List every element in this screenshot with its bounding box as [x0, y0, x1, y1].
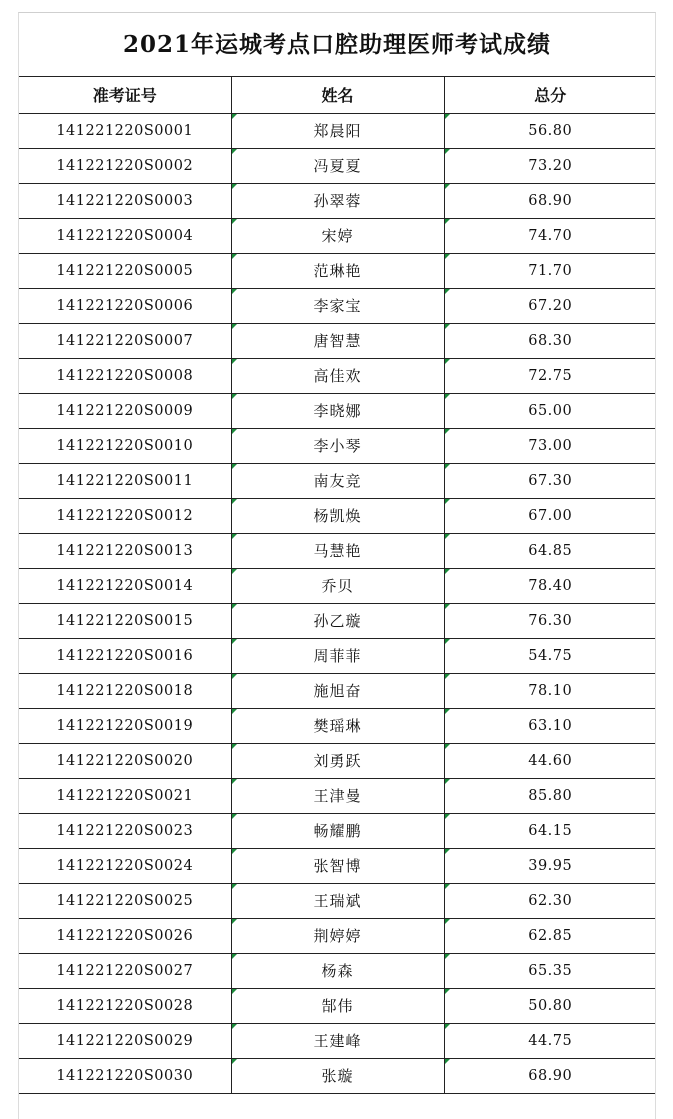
score-cell: 68.90: [444, 183, 656, 218]
score-cell: 39.95: [444, 848, 656, 883]
exam-id-cell: 141221220S0002: [19, 148, 231, 183]
score-cell: 50.80: [444, 988, 656, 1023]
exam-id-cell: 141221220S0028: [19, 988, 231, 1023]
name-cell: 张智博: [231, 848, 444, 883]
name-cell: 孙翠蓉: [231, 183, 444, 218]
name-cell: 施旭奋: [231, 673, 444, 708]
name-cell: 马慧艳: [231, 533, 444, 568]
table-row: [19, 638, 656, 673]
score-cell: 78.10: [444, 673, 656, 708]
exam-id-cell: 141221220S0004: [19, 218, 231, 253]
name-cell: 郑晨阳: [231, 113, 444, 148]
name-cell: 孙乙璇: [231, 603, 444, 638]
table-row: [19, 463, 656, 498]
exam-id-cell: 141221220S0021: [19, 778, 231, 813]
name-cell: 荆婷婷: [231, 918, 444, 953]
exam-id-cell: 141221220S0011: [19, 463, 231, 498]
exam-id-cell: 141221220S0026: [19, 918, 231, 953]
name-cell: 王建峰: [231, 1023, 444, 1058]
table-row: [19, 253, 656, 288]
table-row: [19, 603, 656, 638]
score-cell: 74.70: [444, 218, 656, 253]
exam-id-cell: 141221220S0029: [19, 1023, 231, 1058]
exam-id-cell: 141221220S0020: [19, 743, 231, 778]
exam-id-cell: 141221220S0005: [19, 253, 231, 288]
table-row: [19, 358, 656, 393]
score-cell: 85.80: [444, 778, 656, 813]
score-table: [19, 77, 656, 1094]
name-cell: 李家宝: [231, 288, 444, 323]
exam-id-cell: 141221220S0024: [19, 848, 231, 883]
exam-id-cell: 141221220S0016: [19, 638, 231, 673]
table-row: [19, 218, 656, 253]
table-row: [19, 323, 656, 358]
score-cell: 68.30: [444, 323, 656, 358]
score-cell: 54.75: [444, 638, 656, 673]
table-row: [19, 883, 656, 918]
name-cell: 宋婷: [231, 218, 444, 253]
score-cell: 56.80: [444, 113, 656, 148]
table-row: [19, 813, 656, 848]
score-sheet: [18, 12, 656, 1119]
score-cell: 62.85: [444, 918, 656, 953]
exam-id-cell: 141221220S0018: [19, 673, 231, 708]
score-cell: 67.20: [444, 288, 656, 323]
table-row: [19, 498, 656, 533]
table-row: [19, 393, 656, 428]
table-row: [19, 953, 656, 988]
table-row: [19, 568, 656, 603]
table-row: [19, 708, 656, 743]
exam-id-cell: 141221220S0006: [19, 288, 231, 323]
table-row: [19, 1058, 656, 1093]
table-row: [19, 848, 656, 883]
exam-id-cell: 141221220S0007: [19, 323, 231, 358]
score-cell: 44.60: [444, 743, 656, 778]
name-cell: 畅耀鹏: [231, 813, 444, 848]
score-cell: 76.30: [444, 603, 656, 638]
exam-id-cell: 141221220S0013: [19, 533, 231, 568]
exam-id-cell: 141221220S0015: [19, 603, 231, 638]
name-cell: 唐智慧: [231, 323, 444, 358]
score-cell: 64.15: [444, 813, 656, 848]
score-cell: 73.00: [444, 428, 656, 463]
exam-id-cell: 141221220S0001: [19, 113, 231, 148]
name-cell: 郜伟: [231, 988, 444, 1023]
score-cell: 73.20: [444, 148, 656, 183]
score-cell: 67.30: [444, 463, 656, 498]
header-exam-id: 准考证号: [19, 77, 231, 113]
name-cell: 王瑞斌: [231, 883, 444, 918]
table-row: [19, 428, 656, 463]
exam-id-cell: 141221220S0014: [19, 568, 231, 603]
name-cell: 王津曼: [231, 778, 444, 813]
score-cell: 65.35: [444, 953, 656, 988]
exam-id-cell: 141221220S0009: [19, 393, 231, 428]
name-cell: 范琳艳: [231, 253, 444, 288]
exam-id-cell: 141221220S0023: [19, 813, 231, 848]
table-row: [19, 673, 656, 708]
name-cell: 杨凯焕: [231, 498, 444, 533]
table-row: [19, 1023, 656, 1058]
table-row: [19, 918, 656, 953]
exam-id-cell: 141221220S0027: [19, 953, 231, 988]
table-row: [19, 183, 656, 218]
score-cell: 62.30: [444, 883, 656, 918]
table-row: [19, 743, 656, 778]
name-cell: 杨森: [231, 953, 444, 988]
exam-id-cell: 141221220S0019: [19, 708, 231, 743]
score-cell: 68.90: [444, 1058, 656, 1093]
name-cell: 周菲菲: [231, 638, 444, 673]
table-row: [19, 113, 656, 148]
name-cell: 冯夏夏: [231, 148, 444, 183]
table-row: [19, 148, 656, 183]
name-cell: 高佳欢: [231, 358, 444, 393]
exam-id-cell: 141221220S0008: [19, 358, 231, 393]
score-cell: 71.70: [444, 253, 656, 288]
score-cell: 72.75: [444, 358, 656, 393]
score-cell: 63.10: [444, 708, 656, 743]
name-cell: 乔贝: [231, 568, 444, 603]
score-cell: 44.75: [444, 1023, 656, 1058]
score-cell: 65.00: [444, 393, 656, 428]
header-name: 姓名: [231, 77, 444, 113]
exam-id-cell: 141221220S0030: [19, 1058, 231, 1093]
table-row: [19, 288, 656, 323]
exam-id-cell: 141221220S0010: [19, 428, 231, 463]
score-cell: 67.00: [444, 498, 656, 533]
table-row: [19, 778, 656, 813]
exam-id-cell: 141221220S0003: [19, 183, 231, 218]
name-cell: 张璇: [231, 1058, 444, 1093]
header-score: 总分: [444, 77, 656, 113]
table-body: [19, 113, 656, 1093]
table-header-row: [19, 77, 656, 113]
page-title: 2021年运城考点口腔助理医师考试成绩: [19, 13, 655, 77]
name-cell: 樊瑶琳: [231, 708, 444, 743]
name-cell: 刘勇跃: [231, 743, 444, 778]
score-cell: 64.85: [444, 533, 656, 568]
score-cell: 78.40: [444, 568, 656, 603]
exam-id-cell: 141221220S0012: [19, 498, 231, 533]
exam-id-cell: 141221220S0025: [19, 883, 231, 918]
table-row: [19, 533, 656, 568]
name-cell: 李小琴: [231, 428, 444, 463]
table-row: [19, 988, 656, 1023]
name-cell: 南友竞: [231, 463, 444, 498]
name-cell: 李晓娜: [231, 393, 444, 428]
